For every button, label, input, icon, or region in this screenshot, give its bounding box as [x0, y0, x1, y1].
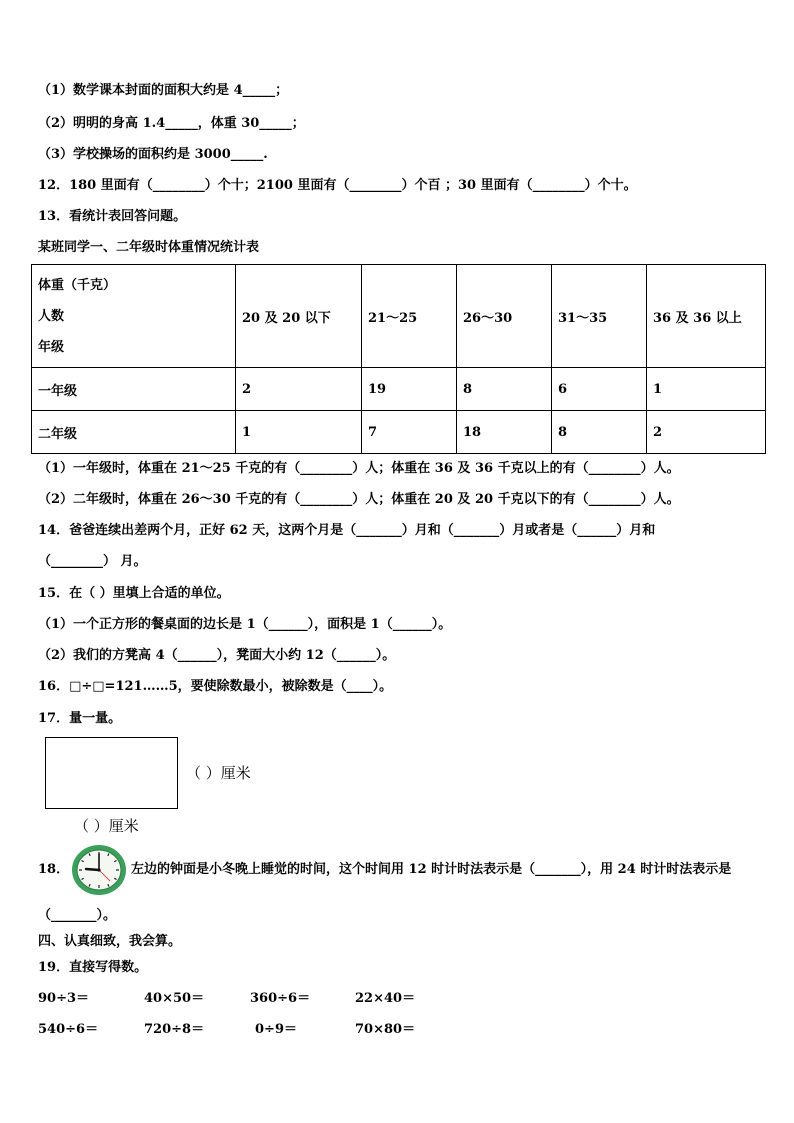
question-12: 12．180 里面有（________）个十；2100 里面有（________）个百 ；30 里面有（________）个十。 [38, 178, 637, 193]
table-cell: 2 [236, 368, 362, 411]
calc-item: 40×50＝ [144, 991, 205, 1006]
table-cell: 1 [647, 368, 766, 411]
corner-line-count: 人数 [38, 308, 65, 324]
corner-line-weight: 体重（千克） [38, 277, 117, 293]
question-16: 16．□÷□=121……5，要使除数最小，被除数是（____）。 [38, 679, 393, 694]
calc-item: 70×80＝ [355, 1022, 416, 1037]
question-18-number: 18． [38, 862, 70, 877]
table-row [32, 368, 766, 411]
q11-part1: （1）数学课本封面的面积大约是 4_____； [38, 83, 289, 98]
width-answer: （ ）厘米 [186, 764, 251, 782]
q11-part2: （2）明明的身高 1.4_____，体重 30_____； [38, 116, 305, 131]
calc-item: 22×40＝ [355, 991, 416, 1006]
calc-item: 720÷8＝ [144, 1022, 205, 1037]
corner-line-grade: 年级 [38, 339, 65, 355]
table-header-row [32, 265, 766, 368]
hour-hand [86, 869, 99, 870]
table-title: 某班同学一、二年级时体重情况统计表 [38, 240, 260, 255]
q15-part1: （1）一个正方形的餐桌面的边长是 1（______），面积是 1（______）。 [38, 617, 452, 632]
calc-item: 540÷6＝ [38, 1022, 99, 1037]
question-18-cont: （_______）。 [38, 908, 117, 923]
table-cell: 2 [647, 411, 766, 454]
clock-center [97, 868, 100, 871]
question-13: 13．看统计表回答问题。 [38, 209, 187, 224]
table-cell: 1 [236, 411, 362, 454]
column-header: 36 及 36 以上 [647, 265, 766, 368]
clock-face-icon [70, 843, 128, 897]
table-row [32, 411, 766, 454]
question-14: 14．爸爸连续出差两个月，正好 62 天，这两个月是（_______）月和（_______）月或者是（______）月和 [38, 523, 656, 538]
row-label: 一年级 [32, 368, 236, 411]
column-header: 20 及 20 以下 [236, 265, 362, 368]
column-header: 31～35 [552, 265, 647, 368]
length-answer: （ ）厘米 [74, 817, 139, 835]
table-cell: 6 [552, 368, 647, 411]
question-18: 左边的钟面是小冬晚上睡觉的时间，这个时间用 12 时计时法表示是（_______），用 24 时计时法表示是 [131, 862, 732, 877]
column-header: 21～25 [362, 265, 457, 368]
q13-part2: （2）二年级时，体重在 26～30 千克的有（________）人；体重在 20 及 20 千克以下的有（________）人。 [38, 492, 680, 507]
table-corner-header [32, 265, 236, 368]
question-19: 19．直接写得数。 [38, 960, 148, 975]
table-cell: 8 [457, 368, 552, 411]
calc-item: 360÷6＝ [250, 991, 311, 1006]
table-cell: 19 [362, 368, 457, 411]
measure-rectangle [45, 737, 178, 809]
q11-part3: （3）学校操场的面积约是 3000_____. [38, 147, 268, 162]
row-label: 二年级 [32, 411, 236, 454]
weight-stats-table [31, 264, 766, 454]
table-cell: 8 [552, 411, 647, 454]
question-17: 17．量一量。 [38, 711, 122, 726]
table-cell: 18 [457, 411, 552, 454]
question-14-cont: （________） 月。 [38, 554, 147, 569]
calc-item: 0÷9＝ [255, 1022, 297, 1037]
section-4-heading: 四、认真细致，我会算。 [38, 934, 182, 949]
table-cell: 7 [362, 411, 457, 454]
column-header: 26～30 [457, 265, 552, 368]
question-15: 15．在（ ）里填上合适的单位。 [38, 586, 230, 601]
q13-part1: （1）一年级时，体重在 21～25 千克的有（________）人；体重在 36 及 36 千克以上的有（________）人。 [38, 461, 680, 476]
calc-item: 90÷3＝ [38, 991, 90, 1006]
q15-part2: （2）我们的方凳高 4（______），凳面大小约 12（______）。 [38, 648, 396, 663]
